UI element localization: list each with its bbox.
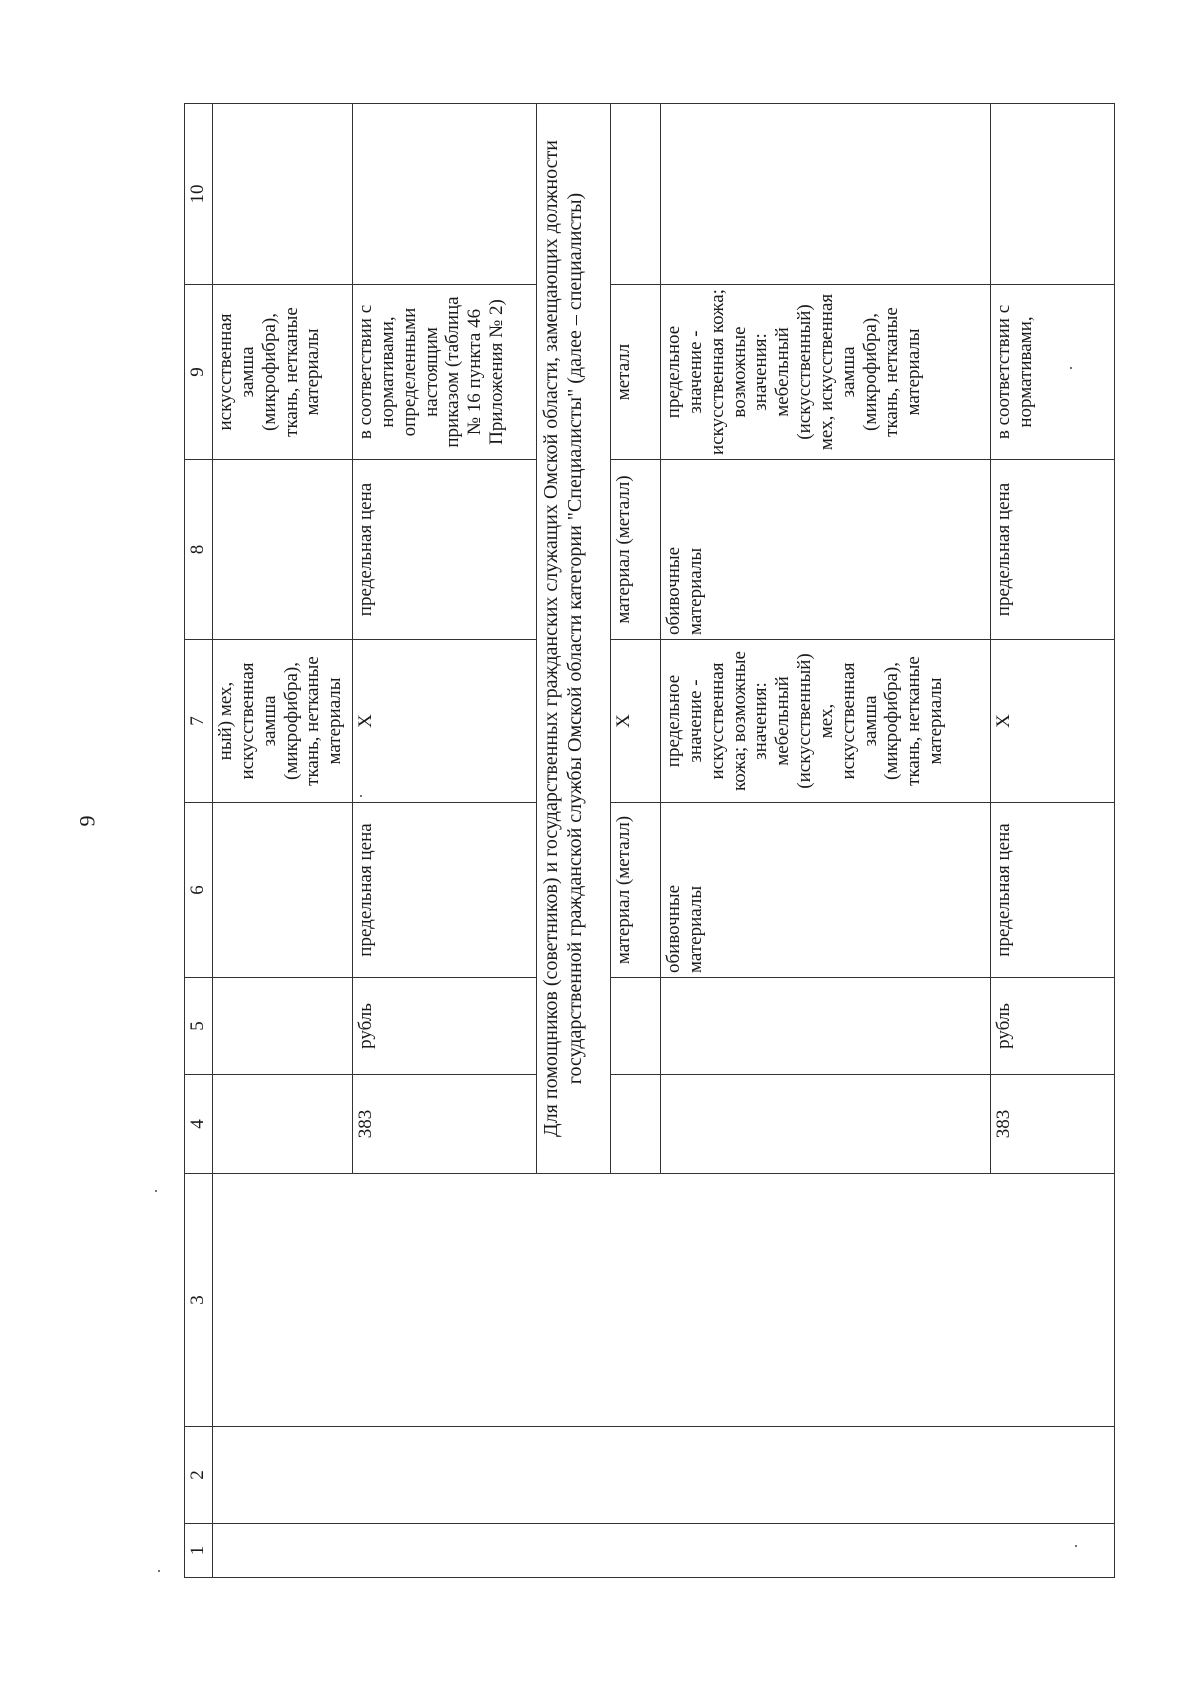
scan-speck [158, 1570, 160, 1572]
cell-empty [991, 104, 1115, 285]
column-number: 10 [185, 104, 213, 285]
characteristic-name: обивочные материалы [661, 803, 991, 978]
page-number: 9 [74, 815, 100, 827]
material-value: металл [611, 285, 661, 460]
cell-empty [213, 104, 353, 285]
characteristic-name: материал (металл) [611, 460, 661, 640]
okei-code: 383 [991, 1075, 1115, 1174]
column-number: 2 [185, 1427, 213, 1524]
cell-empty [353, 104, 537, 285]
column-number: 6 [185, 803, 213, 978]
cell-empty [611, 1075, 661, 1174]
characteristic-name: материал (металл) [611, 803, 661, 978]
cell-empty [213, 1075, 353, 1174]
cell-empty [213, 1427, 1115, 1524]
norms-table [184, 103, 1115, 1578]
section-heading: Для помощников (советников) и государственных гражданских служащих Омской области, замещающих должности государственной гражданской службы Омской области категории "Специалисты" (далее – специалисты) [537, 104, 611, 1174]
cell-empty [661, 1075, 991, 1174]
cell-value: X [991, 640, 1115, 803]
cell-value: X [611, 640, 661, 803]
characteristic-name: обивочные материалы [661, 460, 991, 640]
norm-reference: в соответствии с нормативами, [991, 285, 1115, 460]
cell-empty [213, 1524, 1115, 1578]
cell-upholstery-values: ный) мех, искусственная замша (микрофибра), ткань, нетканые материалы [213, 640, 353, 803]
characteristic-name: предельная цена [991, 803, 1115, 978]
table-row [213, 104, 353, 1578]
cell-empty [661, 104, 991, 285]
unit-name: рубль [991, 978, 1115, 1075]
unit-name: рубль [353, 978, 537, 1075]
column-number: 5 [185, 978, 213, 1075]
okei-code: 383 [353, 1075, 537, 1174]
cell-empty [213, 803, 353, 978]
cell-upholstery-values: искусственная замша (микрофибра), ткань, нетканые материалы [213, 285, 353, 460]
characteristic-name: предельная цена [991, 460, 1115, 640]
column-number: 8 [185, 460, 213, 640]
column-number: 3 [185, 1174, 213, 1427]
cell-upholstery-values: предельное значение - искусственная кожа; возможные значения: мебельный (искусственный) мех, искусственная замша (микрофибра), ткань, нетканые материалы [661, 640, 991, 803]
characteristic-name: предельная цена [353, 803, 537, 978]
column-number: 4 [185, 1075, 213, 1174]
cell-empty [213, 460, 353, 640]
cell-empty [611, 104, 661, 285]
column-number: 7 [185, 640, 213, 803]
cell-upholstery-values: предельное значение - искусственная кожа; возможные значения: мебельный (искусственный) мех, искусственная замша (микрофибра), ткань, нетканые материалы [661, 285, 991, 460]
column-number-row [185, 104, 213, 1578]
cell-empty [611, 978, 661, 1075]
scan-speck [155, 1190, 157, 1192]
cell-empty [213, 978, 353, 1075]
norm-reference: в соответствии с нормативами, определенными настоящим приказом (таблица № 16 пункта 46 Приложения № 2) [353, 285, 537, 460]
column-number: 9 [185, 285, 213, 460]
column-number: 1 [185, 1524, 213, 1578]
cell-value: X [353, 640, 537, 803]
cell-empty [661, 978, 991, 1075]
cell-empty [213, 1174, 1115, 1427]
rotated-table-frame [184, 104, 1114, 1578]
characteristic-name: предельная цена [353, 460, 537, 640]
